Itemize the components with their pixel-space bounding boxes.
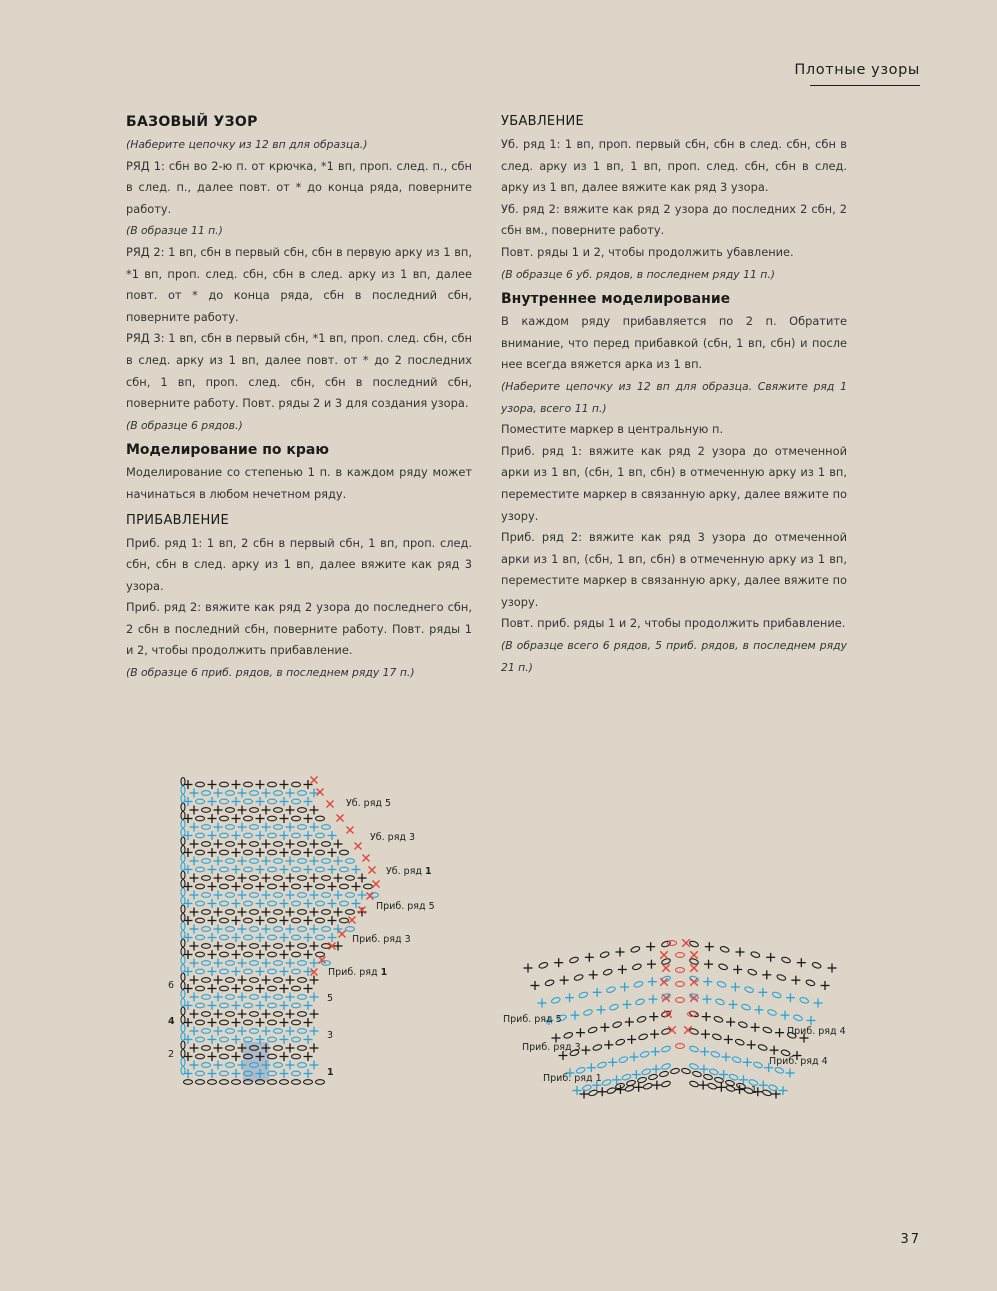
sc-stitch-symbol	[598, 1087, 607, 1096]
sc-stitch-symbol	[722, 1053, 731, 1062]
sc-stitch-symbol	[600, 1023, 609, 1032]
sc-stitch-symbol	[531, 981, 540, 990]
chain-stitch-symbol	[640, 1051, 650, 1059]
sc-stitch-symbol	[627, 1035, 636, 1044]
chain-stitch-symbol	[668, 941, 677, 946]
chain-stitch-symbol	[689, 1063, 699, 1071]
sc-stitch-symbol	[646, 942, 655, 951]
sc-stitch-symbol	[786, 1069, 795, 1078]
sc-stitch-symbol	[560, 976, 569, 985]
chain-stitch-symbol	[725, 1080, 735, 1087]
page-number: 37	[900, 1232, 921, 1247]
chain-stitch-symbol	[609, 1003, 619, 1011]
sc-stitch-symbol	[731, 983, 740, 992]
sc-stitch-symbol	[703, 995, 712, 1004]
inner-shaping-text: В каждом ряду прибавляется по 2 п. Обратите внимание, что перед прибавкой (сбн, 1 вп, сбн) и после нее всегда вяжется арка из 1 вп.	[501, 314, 847, 372]
chain-stitch-symbol	[637, 1016, 647, 1024]
chain-stitch-symbol	[588, 1089, 598, 1097]
sc-stitch-symbol	[648, 977, 657, 986]
increase-note: (В образце 6 приб. рядов, в последнем ряду 17 п.)	[126, 666, 415, 680]
sc-stitch-symbol	[612, 1075, 621, 1084]
chain-stitch-symbol	[618, 1056, 628, 1064]
sc-stitch-symbol	[538, 999, 547, 1008]
row3-text: РЯД 3: 1 вп, сбн в первый сбн, *1 вп, проп. след. сбн, сбн в след. арку из 1 вп, далее повт. от * до 2 последних сбн, 1 вп, проп. след. сбн, сбн в последний сбн, поверните работу. Повт. ряды 2 и 3 для создания узора.	[126, 331, 472, 411]
sc-stitch-symbol	[651, 1047, 660, 1056]
label-dec-row-1-text: Уб. ряд	[386, 866, 426, 877]
sc-stitch-symbol	[597, 1005, 606, 1014]
sc-stitch-symbol	[616, 948, 625, 957]
row-num-4: 4	[168, 1016, 175, 1027]
row3-note: (В образце 6 рядов.)	[126, 418, 243, 432]
sc-stitch-symbol	[743, 1058, 752, 1067]
row1-note: (В образце 11 п.)	[126, 224, 223, 238]
sc-stitch-symbol	[807, 1016, 816, 1025]
chain-stitch-symbol	[633, 981, 643, 989]
sc-stitch-symbol	[705, 942, 714, 951]
chain-stitch-symbol	[689, 940, 699, 948]
chain-stitch-symbol	[738, 1021, 748, 1029]
chain-stitch-symbol	[772, 991, 782, 999]
chain-stitch-symbol	[569, 956, 579, 964]
sc-stitch-symbol	[828, 964, 837, 973]
sc-stitch-symbol	[630, 1053, 639, 1062]
chain-stitch-symbol	[635, 998, 645, 1006]
chain-stitch-symbol	[812, 962, 822, 970]
chain-stitch-symbol	[735, 1038, 745, 1046]
sc-stitch-symbol	[625, 1018, 634, 1027]
chain-stitch-symbol	[602, 1079, 612, 1087]
x-stitch-symbol	[682, 939, 690, 947]
sc-stitch-symbol	[759, 1081, 768, 1090]
label-inner-inc-row-4b: Приб. ряд 4	[769, 1056, 828, 1067]
chain-stitch-symbol	[720, 946, 730, 954]
sc-stitch-symbol	[647, 960, 656, 969]
sc-stitch-symbol	[700, 1047, 709, 1056]
chain-stitch-symbol	[630, 946, 640, 954]
row-num-5: 5	[327, 993, 334, 1004]
base-pattern-heading: БАЗОВЫЙ УЗОР	[126, 114, 258, 130]
chain-stitch-symbol	[676, 1044, 685, 1049]
chain-stitch-symbol	[692, 1071, 702, 1078]
sc-stitch-symbol	[762, 970, 771, 979]
chain-stitch-symbol	[799, 997, 809, 1005]
chain-stitch-symbol	[597, 1061, 607, 1069]
chain-stitch-symbol	[621, 1073, 631, 1081]
inner-repeat-text: Повт. приб. ряды 1 и 2, чтобы продолжить прибавление.	[501, 616, 846, 631]
chain-stitch-symbol	[781, 956, 791, 964]
label-inc-row-5: Приб. ряд 5	[376, 901, 435, 912]
sc-stitch-symbol	[733, 965, 742, 974]
chain-stitch-symbol	[717, 981, 727, 989]
chain-stitch-symbol	[776, 974, 786, 982]
sc-stitch-symbol	[565, 993, 574, 1002]
sc-stitch-symbol	[786, 993, 795, 1002]
chain-stitch-symbol	[600, 951, 610, 959]
sc-stitch-symbol	[634, 1083, 643, 1092]
sc-stitch-symbol	[703, 977, 712, 986]
x-stitch-symbol	[668, 1026, 676, 1034]
sc-stitch-symbol	[755, 1005, 764, 1014]
chain-stitch-symbol	[592, 1044, 602, 1052]
inner-inc-row1-text: Приб. ряд 1: вяжите как ряд 2 узора до отмеченной арки из 1 вп, (сбн, 1 вп, сбн) в отмеченную арку из 1 вп, переместите маркер в связанную арку, далее вяжите по узору.	[501, 443, 847, 523]
sc-stitch-symbol	[649, 1012, 658, 1021]
dec-row1-text: Уб. ряд 1: 1 вп, проп. первый сбн, сбн в след. сбн, сбн в след. арку из 1 вп, 1 вп, проп. след. сбн, сбн в след. арку из 1 вп, далее вяжите как ряд 3 узора.	[501, 137, 847, 195]
chain-stitch-symbol	[661, 1063, 671, 1071]
label-inner-inc-row-5: Приб. ряд 5	[503, 1014, 562, 1025]
inner-final-note: (В образце всего 6 рядов, 5 приб. рядов, в последнем ряду 21 п.)	[501, 639, 847, 674]
chain-stitch-symbol	[793, 1014, 803, 1022]
edge-shaping-heading: Моделирование по краю	[126, 442, 329, 459]
chain-stitch-symbol	[718, 963, 728, 971]
label-dec-row-1-digit: 1	[425, 866, 432, 877]
increase-heading: ПРИБАВЛЕНИЕ	[126, 512, 230, 528]
chain-stitch-symbol	[643, 1082, 653, 1090]
chain-stitch-symbol	[689, 1045, 699, 1053]
sc-stitch-symbol	[608, 1058, 617, 1067]
chain-stitch-symbol	[582, 1084, 592, 1092]
chain-stitch-symbol	[606, 1087, 616, 1095]
sc-stitch-symbol	[736, 948, 745, 957]
dec-row2-text: Уб. ряд 2: вяжите как ряд 2 узора до последних 2 сбн, 2 сбн вм., поверните работу.	[501, 201, 847, 238]
chain-stitch-symbol	[641, 1068, 651, 1076]
chain-stitch-symbol	[612, 1021, 622, 1029]
row-num-1: 1	[327, 1067, 334, 1078]
row-num-6: 6	[168, 980, 175, 991]
chain-stitch-symbol	[670, 1068, 680, 1075]
inc-row1-text: Приб. ряд 1: 1 вп, 2 сбн в первый сбн, 1 вп, проп. след. сбн, сбн в след. арку из 1 вп, далее вяжите как ряд 3 узора.	[126, 535, 472, 593]
chain-stitch-symbol	[689, 1080, 699, 1088]
sc-stitch-symbol	[775, 1028, 784, 1037]
sc-stitch-symbol	[766, 953, 775, 962]
chain-stitch-symbol	[676, 998, 685, 1003]
sc-stitch-symbol	[604, 1040, 613, 1049]
sc-stitch-symbol	[632, 1070, 641, 1079]
chain-stitch-symbol	[768, 1084, 778, 1092]
chain-stitch-symbol	[729, 1073, 739, 1081]
sc-stitch-symbol	[618, 965, 627, 974]
x-stitch-symbol	[660, 951, 668, 959]
x-stitch-symbol	[684, 1026, 692, 1034]
sc-stitch-symbol	[620, 983, 629, 992]
chain-stitch-symbol	[661, 1045, 671, 1053]
chain-stitch-symbol	[638, 1033, 648, 1041]
chain-stitch-symbol	[578, 991, 588, 999]
sc-stitch-symbol	[623, 1000, 632, 1009]
chain-stitch-symbol	[603, 968, 613, 976]
chain-stitch-symbol	[710, 1051, 720, 1059]
chain-stitch-symbol	[661, 993, 671, 1001]
header-title: Плотные узоры	[794, 62, 920, 78]
chain-stitch-symbol	[714, 1077, 724, 1084]
chain-stitch-symbol	[767, 1009, 777, 1017]
sc-stitch-symbol	[821, 981, 830, 990]
chain-stitch-symbol	[774, 1067, 784, 1075]
chain-stitch-symbol	[626, 1080, 636, 1087]
sc-stitch-symbol	[781, 1011, 790, 1020]
sc-stitch-symbol	[576, 1028, 585, 1037]
row2-text: РЯД 2: 1 вп, сбн в первый сбн, сбн в первую арку из 1 вп, *1 вп, проп. след. сбн, сбн в след. арку из 1 вп, далее повт. от * до конца ряда, сбн в последний сбн, поверните работу.	[126, 244, 472, 324]
chain-stitch-symbol	[744, 986, 754, 994]
sc-stitch-symbol	[649, 995, 658, 1004]
chain-stitch-symbol	[563, 1032, 573, 1040]
sc-stitch-symbol	[751, 1023, 760, 1032]
chain-stitch-symbol	[676, 982, 685, 987]
x-stitch-symbol	[690, 951, 698, 959]
sc-stitch-symbol	[747, 1040, 756, 1049]
chain-stitch-symbol	[545, 979, 555, 987]
x-stitch-symbol	[690, 964, 698, 972]
chain-stitch-symbol	[676, 953, 685, 958]
sc-stitch-symbol	[701, 1030, 710, 1039]
chain-stitch-symbol	[689, 993, 699, 1001]
chain-stitch-symbol	[747, 968, 757, 976]
decrease-heading: УБАВЛЕНИЕ	[501, 114, 585, 129]
chain-stitch-symbol	[661, 975, 671, 983]
marker-text: Поместите маркер в центральную п.	[501, 422, 724, 437]
sc-stitch-symbol	[702, 1012, 711, 1021]
chain-stitch-symbol	[574, 974, 584, 982]
dec-repeat-text: Повт. ряды 1 и 2, чтобы продолжить убавление.	[501, 244, 794, 259]
label-inc-row-3: Приб. ряд 3	[352, 934, 411, 945]
sc-stitch-symbol	[770, 1046, 779, 1055]
chain-stitch-symbol	[712, 1033, 722, 1041]
chain-stitch-symbol	[736, 1083, 746, 1090]
sc-stitch-symbol	[704, 960, 713, 969]
label-inner-inc-row-1: Приб. ряд 1	[543, 1073, 602, 1084]
chain-stitch-symbol	[588, 1026, 598, 1034]
x-stitch-symbol	[660, 978, 668, 986]
sc-stitch-symbol	[797, 958, 806, 967]
label-inner-row-1: 1	[751, 1085, 758, 1096]
label-dec-row-5: Уб. ряд 5	[346, 798, 392, 809]
inc-row2-text: Приб. ряд 2: вяжите как ряд 2 узора до последнего сбн, 2 сбн в последний сбн, поверните работу. Повт. ряды 1 и 2, чтобы продолжить прибавление.	[126, 600, 472, 658]
row-num-2: 2	[168, 1049, 175, 1060]
decrease-note: (В образце 6 уб. рядов, в последнем ряду 11 п.)	[501, 267, 776, 281]
x-stitch-symbol	[662, 964, 670, 972]
sc-stitch-symbol	[571, 1011, 580, 1020]
chain-stitch-symbol	[758, 1044, 768, 1052]
sc-stitch-symbol	[524, 964, 533, 973]
inner-shaping-heading: Внутреннее моделирование	[501, 291, 731, 308]
sc-stitch-symbol	[554, 958, 563, 967]
sc-stitch-symbol	[726, 1018, 735, 1027]
chain-stitch-symbol	[606, 986, 616, 994]
chain-stitch-symbol	[681, 1068, 691, 1075]
label-inner-inc-row-3: Приб. ряд 3	[522, 1042, 581, 1053]
row-num-3: 3	[327, 1030, 334, 1041]
label-inner-inc-row-4a: Приб. ряд 4	[787, 1026, 846, 1037]
sc-stitch-symbol	[581, 1046, 590, 1055]
row1-text: РЯД 1: сбн во 2-ю п. от крючка, *1 вп, проп. след. п., сбн в след. п., далее повт. от * до конца ряда, поверните работу.	[126, 158, 472, 216]
sc-stitch-symbol	[587, 1063, 596, 1072]
chain-stitch-symbol	[762, 1089, 772, 1097]
chain-stitch-symbol	[583, 1009, 593, 1017]
inner-inc-row2-text: Приб. ряд 2: вяжите как ряд 3 узора до отмеченной арки из 1 вп, (сбн, 1 вп, сбн) в отмеченную арку из 1 вп, переместите маркер в связанную арку, далее вяжите по узору.	[501, 530, 847, 609]
chain-stitch-symbol	[661, 1080, 671, 1088]
chain-stitch-symbol	[715, 998, 725, 1006]
sc-stitch-symbol	[729, 1000, 738, 1009]
chain-stitch-symbol	[551, 997, 561, 1005]
sc-stitch-symbol	[652, 1065, 661, 1074]
chain-stitch-symbol	[632, 963, 642, 971]
label-inc-row-1-digit: 1	[380, 967, 388, 978]
inner-shaping-note: (Наберите цепочку из 12 вп для образца. Свяжите ряд 1 узора, всего 11 п.)	[501, 379, 847, 415]
label-inc-row-1-text: Приб. ряд	[328, 967, 381, 978]
sc-stitch-symbol	[717, 1083, 726, 1092]
sc-stitch-symbol	[593, 988, 602, 997]
chain-stitch-symbol	[648, 1074, 658, 1081]
chain-stitch-symbol	[713, 1016, 723, 1024]
base-pattern-note: (Наберите цепочку из 12 вп для образца.)	[126, 138, 368, 151]
sc-stitch-symbol	[724, 1035, 733, 1044]
edge-shaping-text: Моделирование со степенью 1 п. в каждом ряду может начинаться в любом нечетном ряду.	[126, 465, 472, 501]
chain-stitch-symbol	[659, 1071, 669, 1078]
sc-stitch-symbol	[652, 1081, 661, 1090]
chain-stitch-symbol	[637, 1077, 647, 1084]
sc-stitch-symbol	[814, 999, 823, 1008]
chain-stitch-symbol	[805, 979, 815, 987]
chain-stitch-symbol	[707, 1082, 717, 1090]
chain-stitch-symbol	[615, 1038, 625, 1046]
chain-stitch-symbol	[753, 1061, 763, 1069]
chain-stitch-symbol	[732, 1056, 742, 1064]
chain-stitch-symbol	[762, 1026, 772, 1034]
sc-stitch-symbol	[699, 1065, 708, 1074]
chain-stitch-symbol	[703, 1074, 713, 1081]
chain-stitch-symbol	[741, 1003, 751, 1011]
sc-stitch-symbol	[791, 976, 800, 985]
sc-stitch-symbol	[699, 1081, 708, 1090]
chain-stitch-symbol	[538, 962, 548, 970]
chain-stitch-symbol	[676, 968, 685, 973]
sc-stitch-symbol	[650, 1030, 659, 1039]
sc-stitch-symbol	[758, 988, 767, 997]
chain-stitch-symbol	[709, 1068, 719, 1076]
label-dec-row-3: Уб. ряд 3	[370, 832, 416, 843]
sc-stitch-symbol	[589, 970, 598, 979]
sc-stitch-symbol	[585, 953, 594, 962]
chain-stitch-symbol	[750, 951, 760, 959]
